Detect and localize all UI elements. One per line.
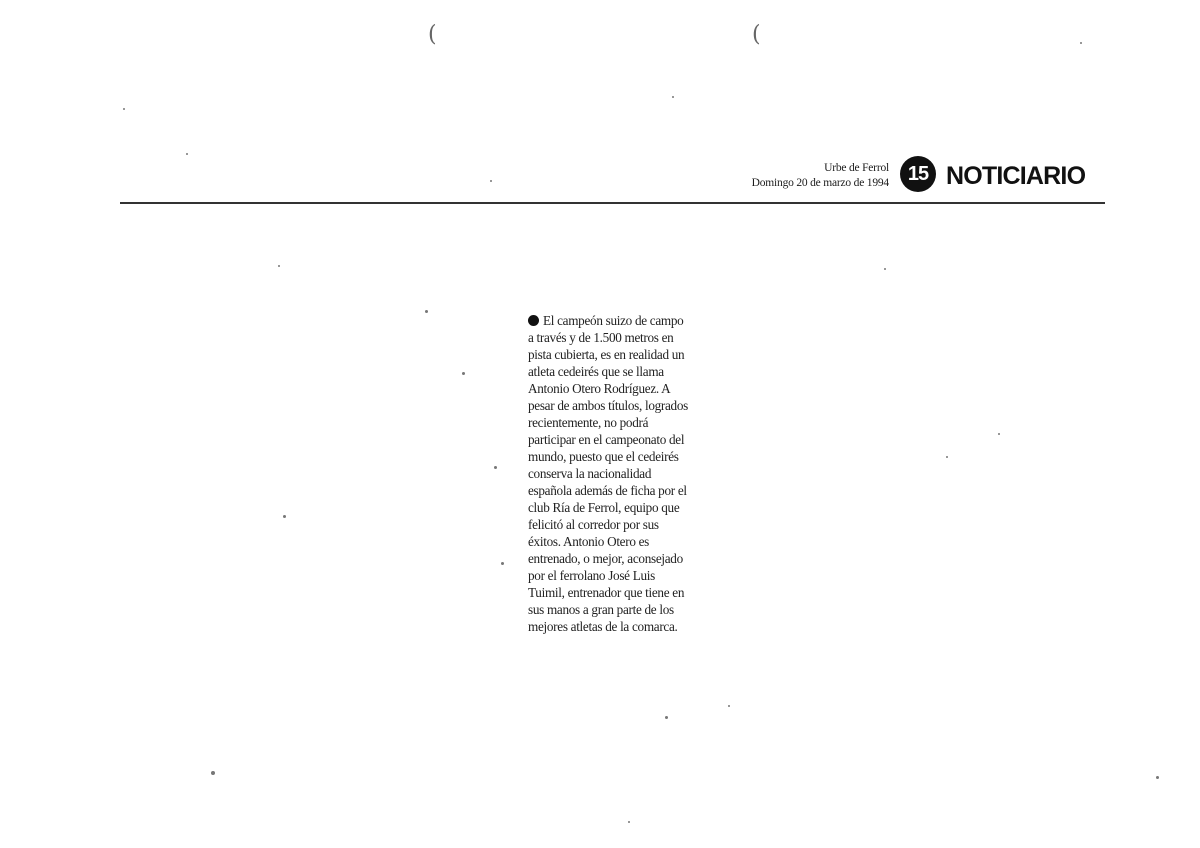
article-line: pista cubierta, es en realidad un: [528, 347, 685, 362]
article-line: participar en el campeonato del: [528, 432, 685, 447]
article-line: atleta cedeirés que se llama: [528, 364, 664, 379]
page-number: 15: [907, 162, 929, 185]
article-line: conserva la nacionalidad: [528, 466, 652, 481]
bullet-icon: [528, 315, 539, 326]
header-meta: [752, 161, 889, 191]
article-line: club Ría de Ferrol, equipo que: [528, 500, 680, 515]
article-line: mundo, puesto que el cedeirés: [528, 449, 679, 464]
article-line: felicitó al corredor por sus: [528, 517, 659, 532]
article-line: El campeón suizo de campo: [528, 312, 718, 329]
scan-mark-left: (: [428, 22, 437, 47]
publication-name: Urbe de Ferrol: [824, 162, 889, 174]
article-line: por el ferrolano José Luis: [528, 568, 655, 583]
page-number-badge: [900, 156, 936, 192]
header-rule: [120, 202, 1105, 204]
scan-mark-right: (: [752, 22, 761, 47]
article-line: mejores atletas de la comarca.: [528, 619, 678, 634]
article-body: [528, 312, 718, 635]
article-line: española además de ficha por el: [528, 483, 687, 498]
article-line: Antonio Otero Rodríguez. A: [528, 381, 671, 396]
article-line: a través y de 1.500 metros en: [528, 330, 674, 345]
article-line: Tuimil, entrenador que tiene en: [528, 585, 685, 600]
article-line: entrenado, o mejor, aconsejado: [528, 551, 683, 566]
section-title: NOTICIARIO: [946, 162, 1086, 190]
article-line: recientemente, no podrá: [528, 415, 649, 430]
article-line: pesar de ambos títulos, logrados: [528, 398, 688, 413]
publication-date: Domingo 20 de marzo de 1994: [751, 177, 889, 189]
article-line: éxitos. Antonio Otero es: [528, 534, 649, 549]
article-line: sus manos a gran parte de los: [528, 602, 674, 617]
